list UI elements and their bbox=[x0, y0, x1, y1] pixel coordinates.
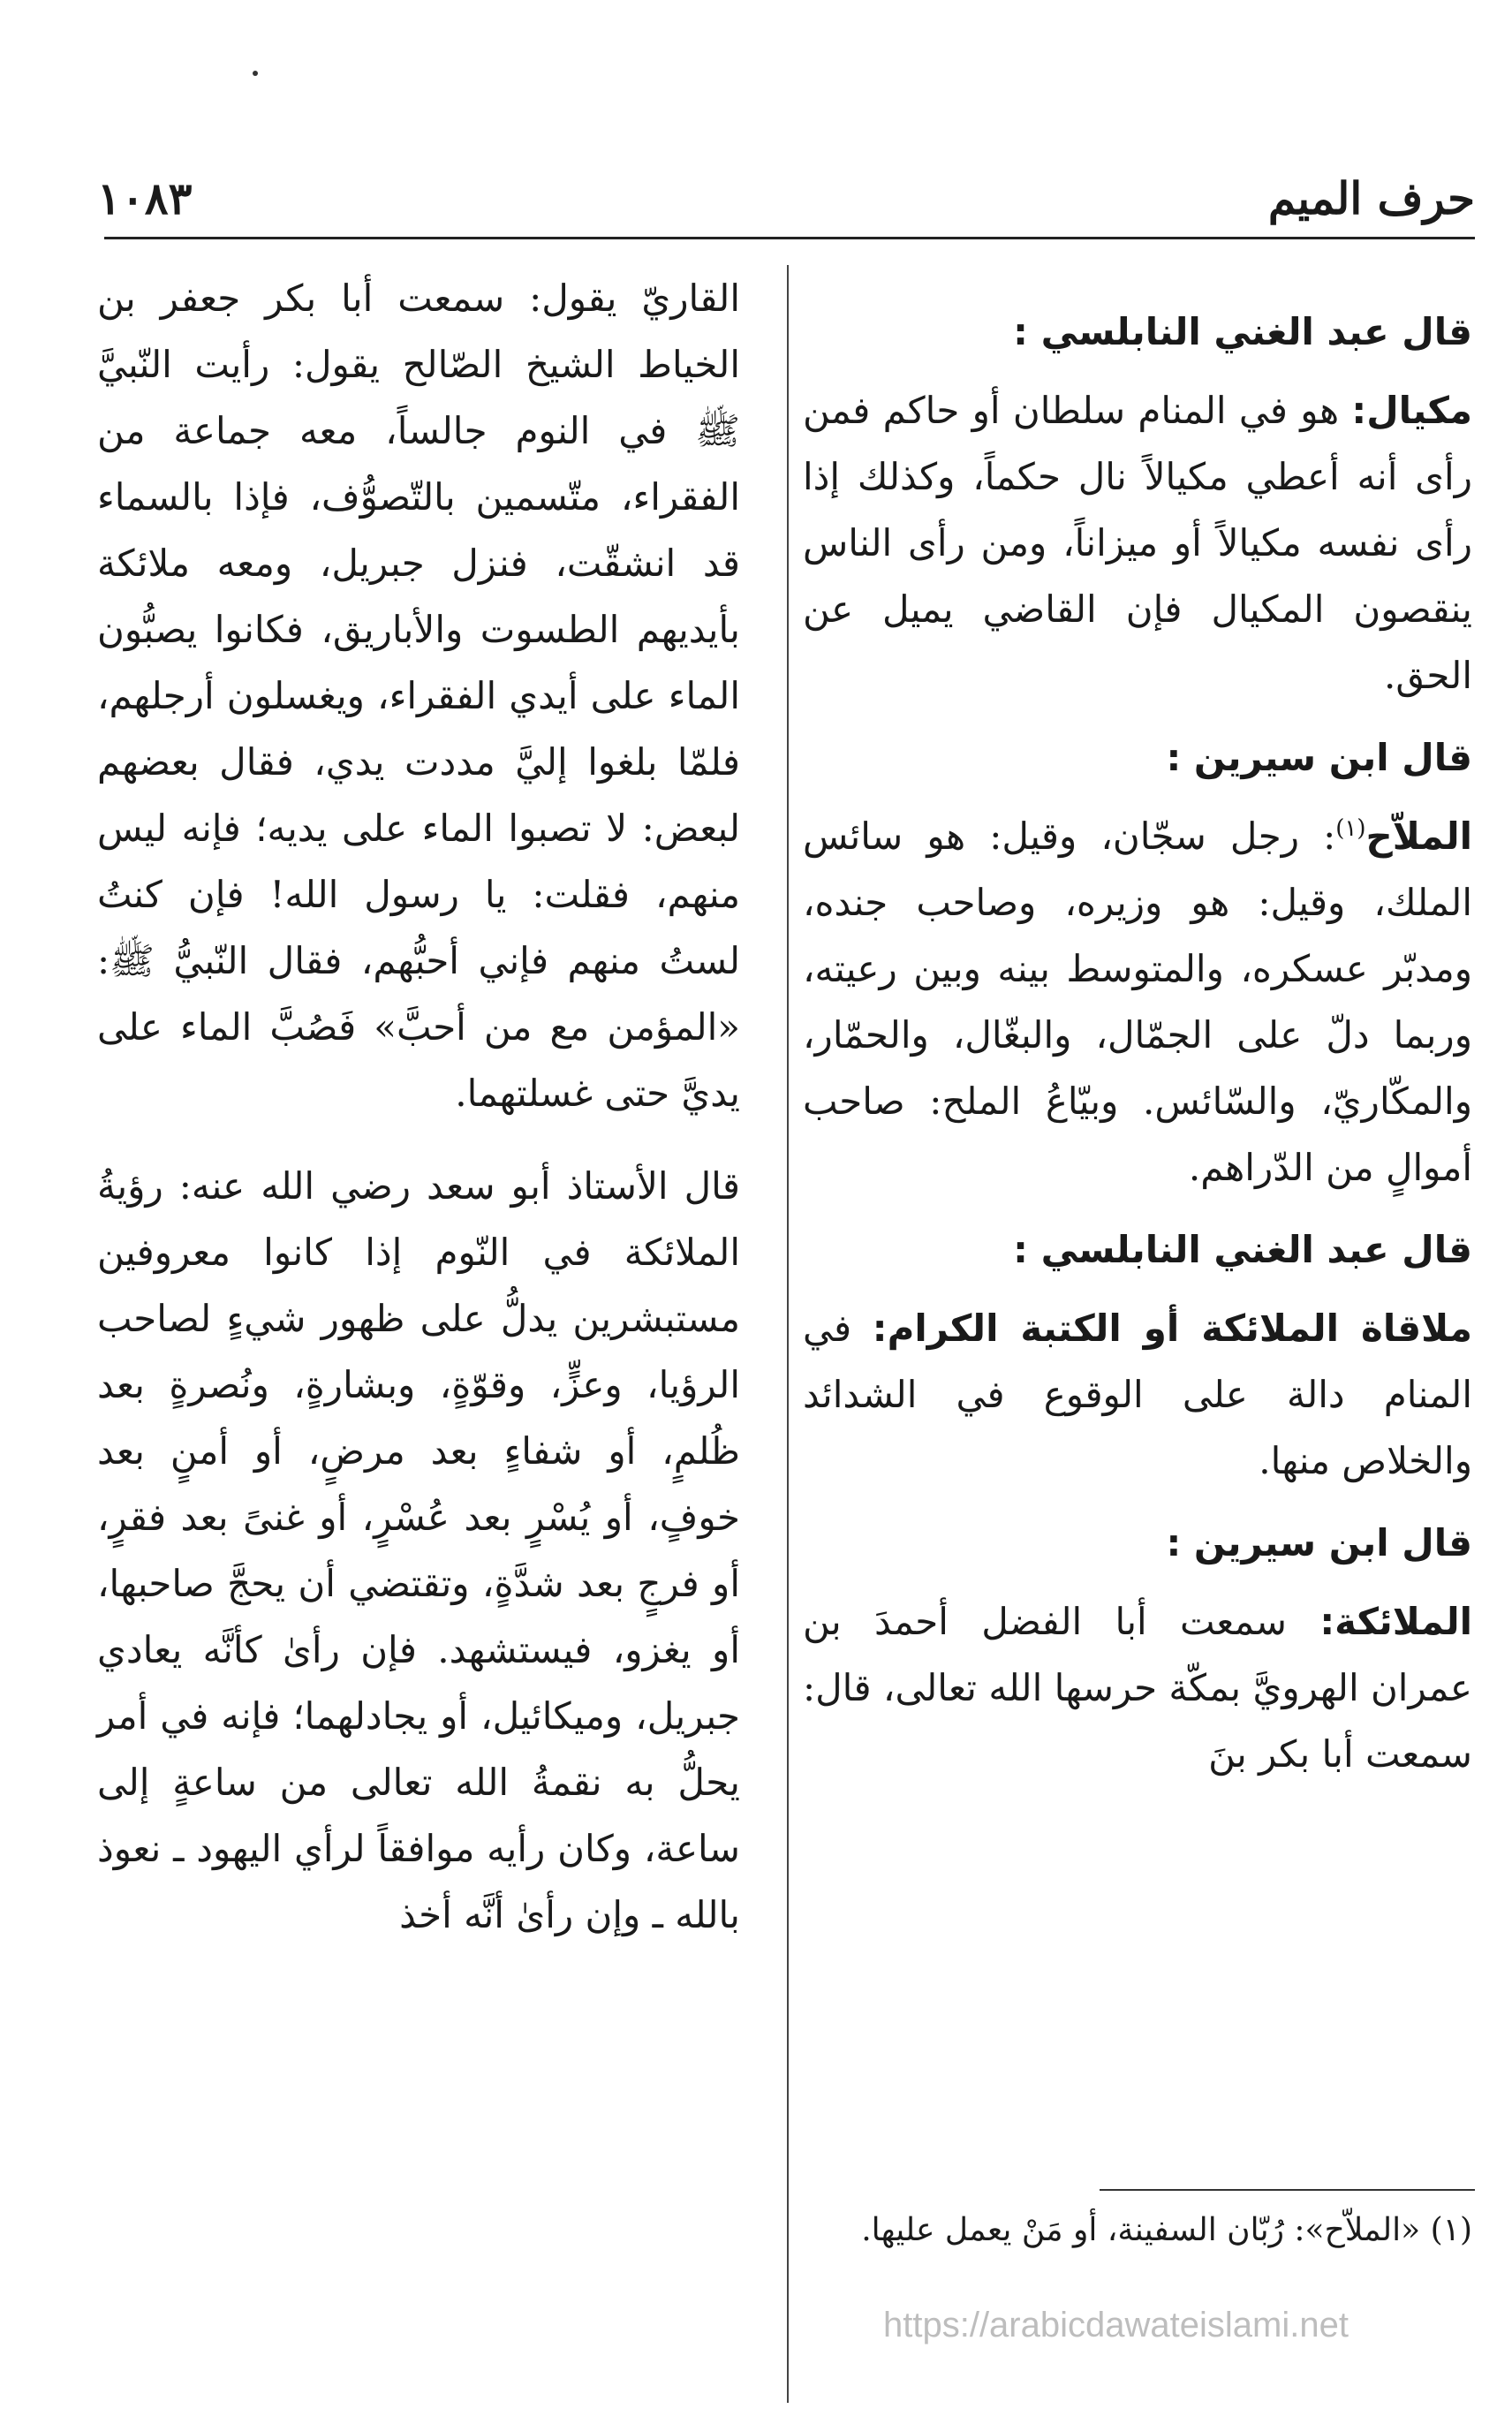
section-heading: قال ابن سيرين : bbox=[1166, 1521, 1472, 1564]
section-heading: قال عبد الغني النابلسي : bbox=[1013, 1228, 1472, 1271]
body-paragraph: قال الأستاذ أبو سعد رضي الله عنه: رؤيةُ الملائكة في النّوم إذا كانوا معروفين مستبشرين يدلُّ على ظهور شيءٍ لصاحب الرؤيا، وعزٍّ، وقوّةٍ، وبشارةٍ، ونُصرةٍ بعد ظُلمٍ، أو شفاءٍ بعد مرضٍ، أو أمنٍ بعد خوفٍ، أو يُسْرٍ بعد عُسْرٍ، أو غنىً بعد فقرٍ، أو فرجٍ بعد شدَّةٍ، وتقتضي أن يحجَّ صاحبها، أو يغزو، فيستشهد. فإن رأىٰ كأنَّه يعادي جبريل، وميكائيل، أو يجادلهما؛ فإنه في أمر يحلُّ به نقمةُ الله تعالى من ساعةٍ إلى ساعة، وكان رأيه موافقاً لرأي اليهود ـ نعوذ بالله ـ وإن رأىٰ أنَّه أخذ bbox=[97, 1164, 740, 1936]
body-paragraph: القاريّ يقول: سمعت أبا بكر جعفر بن الخياط الشيخ الصّالح يقول: رأيت النّبيَّ ﷺ في النوم جالساً، معه جماعة من الفقراء، متّسمين بالتّصوُّف، فإذا بالسماء قد انشقّت، فنزل جبريل، ومعه ملائكة بأيديهم الطسوت والأباريق، فكانوا يصبُّون الماء على أيدي الفقراء، ويغسلون أرجلهم، فلمّا بلغوا إليَّ مددت يدي، فقال بعضهم لبعض: لا تصبوا الماء على يديه؛ فإنه ليس منهم، فقلت: يا رسول الله! فإن كنتُ لستُ منهم فإني أحبُّهم، فقال النّبيُّ ﷺ: «المؤمن مع من أحبَّ» فَصُبَّ الماء على يديَّ حتى غسلتهما. bbox=[97, 276, 740, 1115]
entry-text: سمعت أبا الفضل أحمدَ بن عمران الهرويَّ بمكّة حرسها الله تعالى، قال: سمعت أبا بكر بنَ bbox=[803, 1600, 1472, 1776]
section-heading: قال عبد الغني النابلسي : bbox=[1013, 310, 1472, 353]
page-number: ١٠٨٣ bbox=[97, 172, 193, 224]
entry-text: في المنام دالة على الوقوع في الشدائد والخلاص منها. bbox=[803, 1307, 1472, 1482]
paragraph-gap bbox=[97, 1126, 740, 1153]
running-title: حرف الميم bbox=[1267, 172, 1475, 224]
entry-term: ملاقاة الملائكة أو الكتبة الكرام: bbox=[872, 1307, 1472, 1350]
entry-term: مكيال: bbox=[1351, 389, 1472, 432]
entry-text: هو في المنام سلطان أو حاكم فمن رأى أنه أعطي مكيالاً نال حكماً، وكذلك إذا رأى نفسه مكيالاً أو ميزاناً، ومن رأى الناس ينقصون المكيال فإن القاضي يميل عن الحق. bbox=[803, 389, 1472, 697]
left-column bbox=[97, 265, 740, 1948]
entry-paragraph bbox=[803, 377, 1472, 708]
page-header bbox=[97, 172, 1475, 243]
section-heading: قال ابن سيرين : bbox=[1166, 736, 1472, 779]
header-rule bbox=[104, 237, 1475, 239]
footnote-rule bbox=[1100, 2189, 1475, 2191]
footnote-marker[interactable]: (١) bbox=[1335, 815, 1366, 842]
entry-term: الملاّح bbox=[1365, 814, 1472, 858]
footnote bbox=[803, 2203, 1472, 2258]
footnote-text: «الملاّح»: رُبّان السفينة، أو مَنْ يعمل عليها. bbox=[861, 2212, 1421, 2248]
entry-term: الملائكة: bbox=[1319, 1600, 1472, 1643]
entry-paragraph bbox=[803, 803, 1472, 1201]
ink-dot bbox=[253, 71, 258, 76]
footnote-number: (١) bbox=[1430, 2212, 1472, 2248]
column-divider bbox=[787, 265, 789, 2403]
watermark-url[interactable]: https://arabicdawateislami.net bbox=[883, 2306, 1349, 2344]
right-column bbox=[803, 283, 1472, 1787]
entry-paragraph bbox=[803, 1588, 1472, 1787]
entry-text: : رجل سجّان، وقيل: هو سائس الملك، وقيل: هو وزيره، وصاحب جنده، ومدبّر عسكره، والمتوسط بينه وبين رعيته، وربما دلّ على الجمّال، والبغّال، والحمّار، والمكّاريّ، والسّائس. وبيّاعُ الملح: صاحب أموالٍ من الدّراهم. bbox=[803, 814, 1472, 1189]
entry-paragraph bbox=[803, 1295, 1472, 1494]
